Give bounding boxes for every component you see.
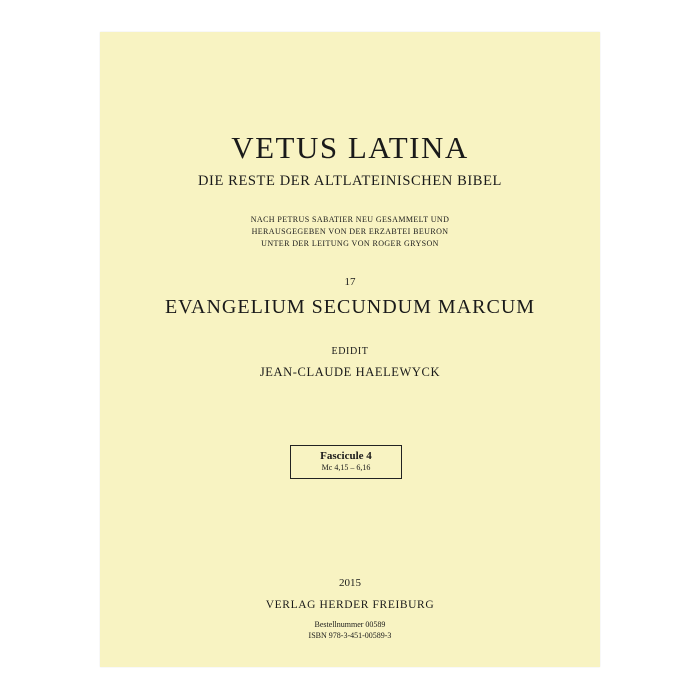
series-title: VETUS LATINA (231, 130, 469, 165)
editor-name: JEAN-CLAUDE HAELEWYCK (259, 365, 441, 379)
volume-title: EVANGELIUM SECUNDUM MARCUM (164, 296, 536, 318)
order-number: Bestellnummer 00589 (314, 620, 386, 629)
fascicle-title: Fascicule 4 (320, 450, 372, 462)
fascicle-range: Mc 4,15 – 6,16 (321, 463, 371, 472)
publication-year: 2015 (339, 577, 361, 589)
isbn: ISBN 978-3-451-00589-3 (308, 631, 392, 640)
founder-line: UNTER DER LEITUNG VON ROGER GRYSON (261, 239, 439, 248)
founder-line: HERAUSGEGEBEN VON DER ERZABTEI BEURON (251, 227, 449, 236)
publisher: VERLAG HERDER FREIBURG (265, 599, 435, 611)
book-cover (100, 32, 600, 667)
edidit-label: EDIDIT (331, 346, 369, 357)
series-subtitle: DIE RESTE DER ALTLATEINISCHEN BIBEL (197, 173, 502, 189)
founder-line: NACH PETRUS SABATIER NEU GESAMMELT UND (250, 215, 450, 224)
fascicle-box (290, 445, 402, 479)
volume-number: 17 (344, 276, 356, 288)
